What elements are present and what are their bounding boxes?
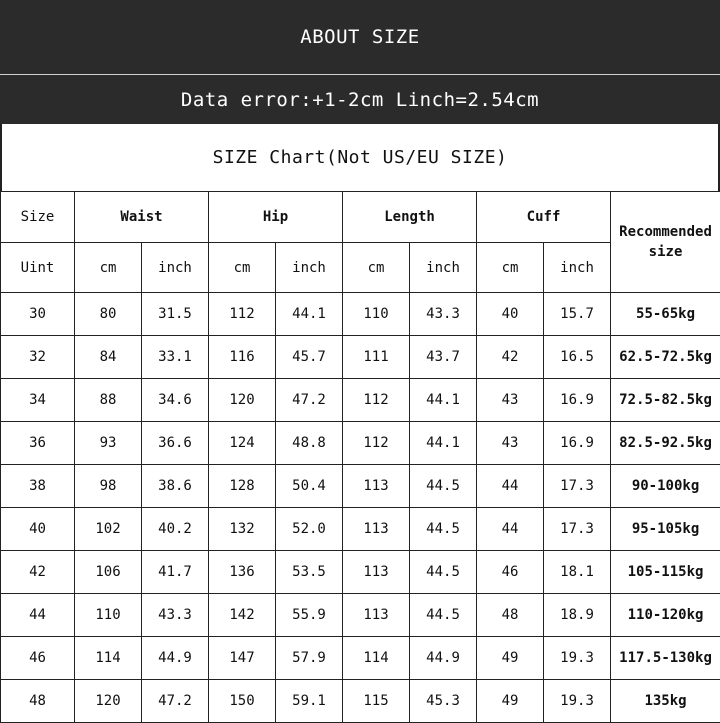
hip-inch-cell: 47.2 (276, 379, 343, 422)
table-row (1, 379, 720, 422)
length-inch-cell: 44.5 (410, 508, 477, 551)
length-inch-cell: 44.5 (410, 594, 477, 637)
cuff-inch-cell: 16.9 (544, 422, 611, 465)
waist-cm-cell: 93 (75, 422, 142, 465)
cuff-inch-unit: inch (544, 243, 611, 293)
table-row (1, 293, 720, 336)
cuff-cm-cell: 43 (477, 422, 544, 465)
hip-cm-cell: 132 (209, 508, 276, 551)
hip-cm-cell: 150 (209, 680, 276, 723)
size-cell: 30 (1, 293, 75, 336)
length-cm-cell: 113 (343, 551, 410, 594)
cuff-cm-cell: 49 (477, 680, 544, 723)
waist-inch-unit: inch (142, 243, 209, 293)
waist-inch-cell: 34.6 (142, 379, 209, 422)
recommended-size-cell: 90-100kg (611, 465, 720, 508)
banner-title: ABOUT SIZE (0, 0, 720, 75)
length-inch-unit: inch (410, 243, 477, 293)
recommended-size-cell: 135kg (611, 680, 720, 723)
size-cell: 40 (1, 508, 75, 551)
cuff-inch-cell: 18.9 (544, 594, 611, 637)
hip-cm-cell: 112 (209, 293, 276, 336)
waist-cm-cell: 84 (75, 336, 142, 379)
cuff-inch-cell: 16.5 (544, 336, 611, 379)
recommended-size-cell: 117.5-130kg (611, 637, 720, 680)
chart-title: SIZE Chart(Not US/EU SIZE) (0, 124, 720, 191)
hip-cm-unit: cm (209, 243, 276, 293)
recommended-size-cell: 82.5-92.5kg (611, 422, 720, 465)
cuff-cm-cell: 42 (477, 336, 544, 379)
recommended-size-cell: 110-120kg (611, 594, 720, 637)
length-inch-cell: 44.9 (410, 637, 477, 680)
hip-cm-cell: 120 (209, 379, 276, 422)
waist-inch-cell: 31.5 (142, 293, 209, 336)
length-inch-cell: 44.5 (410, 551, 477, 594)
waist-inch-cell: 41.7 (142, 551, 209, 594)
size-cell: 32 (1, 336, 75, 379)
table-row (1, 465, 720, 508)
cuff-header: Cuff (477, 192, 611, 243)
size-cell: 44 (1, 594, 75, 637)
length-cm-cell: 115 (343, 680, 410, 723)
length-inch-cell: 44.1 (410, 422, 477, 465)
cuff-inch-cell: 19.3 (544, 637, 611, 680)
recommended-size-cell: 95-105kg (611, 508, 720, 551)
hip-header: Hip (209, 192, 343, 243)
waist-cm-cell: 120 (75, 680, 142, 723)
hip-inch-cell: 44.1 (276, 293, 343, 336)
hip-cm-cell: 136 (209, 551, 276, 594)
size-cell: 42 (1, 551, 75, 594)
recommended-size-cell: 55-65kg (611, 293, 720, 336)
waist-inch-cell: 38.6 (142, 465, 209, 508)
length-cm-unit: cm (343, 243, 410, 293)
size-cell: 36 (1, 422, 75, 465)
cuff-inch-cell: 17.3 (544, 508, 611, 551)
length-cm-cell: 114 (343, 637, 410, 680)
hip-cm-cell: 128 (209, 465, 276, 508)
waist-cm-unit: cm (75, 243, 142, 293)
cuff-cm-cell: 40 (477, 293, 544, 336)
waist-cm-cell: 114 (75, 637, 142, 680)
waist-inch-cell: 47.2 (142, 680, 209, 723)
cuff-inch-cell: 15.7 (544, 293, 611, 336)
hip-inch-cell: 55.9 (276, 594, 343, 637)
hip-inch-cell: 45.7 (276, 336, 343, 379)
hip-cm-cell: 116 (209, 336, 276, 379)
waist-inch-cell: 33.1 (142, 336, 209, 379)
length-inch-cell: 43.7 (410, 336, 477, 379)
header-row-groups (1, 192, 720, 243)
waist-inch-cell: 40.2 (142, 508, 209, 551)
waist-header: Waist (75, 192, 209, 243)
length-cm-cell: 113 (343, 594, 410, 637)
hip-cm-cell: 147 (209, 637, 276, 680)
cuff-cm-cell: 43 (477, 379, 544, 422)
table-row (1, 680, 720, 723)
cuff-cm-unit: cm (477, 243, 544, 293)
size-cell: 46 (1, 637, 75, 680)
length-cm-cell: 113 (343, 508, 410, 551)
length-header: Length (343, 192, 477, 243)
length-cm-cell: 112 (343, 379, 410, 422)
cuff-cm-cell: 49 (477, 637, 544, 680)
length-inch-cell: 43.3 (410, 293, 477, 336)
cuff-cm-cell: 44 (477, 465, 544, 508)
cuff-inch-cell: 19.3 (544, 680, 611, 723)
waist-inch-cell: 36.6 (142, 422, 209, 465)
table-row (1, 551, 720, 594)
table-row (1, 336, 720, 379)
hip-cm-cell: 142 (209, 594, 276, 637)
waist-cm-cell: 110 (75, 594, 142, 637)
hip-inch-cell: 53.5 (276, 551, 343, 594)
hip-inch-cell: 48.8 (276, 422, 343, 465)
waist-inch-cell: 44.9 (142, 637, 209, 680)
length-cm-cell: 110 (343, 293, 410, 336)
cuff-cm-cell: 46 (477, 551, 544, 594)
length-cm-cell: 111 (343, 336, 410, 379)
hip-inch-cell: 52.0 (276, 508, 343, 551)
banner-note: Data error:+1-2cm Linch=2.54cm (0, 75, 720, 124)
cuff-cm-cell: 48 (477, 594, 544, 637)
waist-cm-cell: 80 (75, 293, 142, 336)
cuff-cm-cell: 44 (477, 508, 544, 551)
length-inch-cell: 45.3 (410, 680, 477, 723)
waist-cm-cell: 106 (75, 551, 142, 594)
table-row (1, 508, 720, 551)
waist-inch-cell: 43.3 (142, 594, 209, 637)
hip-inch-cell: 57.9 (276, 637, 343, 680)
table-row (1, 594, 720, 637)
cuff-inch-cell: 18.1 (544, 551, 611, 594)
length-cm-cell: 113 (343, 465, 410, 508)
size-table (0, 191, 720, 723)
cuff-inch-cell: 17.3 (544, 465, 611, 508)
size-cell: 34 (1, 379, 75, 422)
size-cell: 48 (1, 680, 75, 723)
recommended-size-cell: 62.5-72.5kg (611, 336, 720, 379)
length-inch-cell: 44.1 (410, 379, 477, 422)
table-row (1, 637, 720, 680)
waist-cm-cell: 88 (75, 379, 142, 422)
recommended-size-cell: 105-115kg (611, 551, 720, 594)
length-cm-cell: 112 (343, 422, 410, 465)
recommended-size-header: Recommended size (611, 192, 720, 293)
waist-cm-cell: 98 (75, 465, 142, 508)
hip-inch-cell: 50.4 (276, 465, 343, 508)
hip-inch-unit: inch (276, 243, 343, 293)
size-cell: 38 (1, 465, 75, 508)
length-inch-cell: 44.5 (410, 465, 477, 508)
hip-inch-cell: 59.1 (276, 680, 343, 723)
hip-cm-cell: 124 (209, 422, 276, 465)
size-header: Size (1, 192, 75, 243)
unit-header: Uint (1, 243, 75, 293)
table-row (1, 422, 720, 465)
waist-cm-cell: 102 (75, 508, 142, 551)
cuff-inch-cell: 16.9 (544, 379, 611, 422)
recommended-size-cell: 72.5-82.5kg (611, 379, 720, 422)
